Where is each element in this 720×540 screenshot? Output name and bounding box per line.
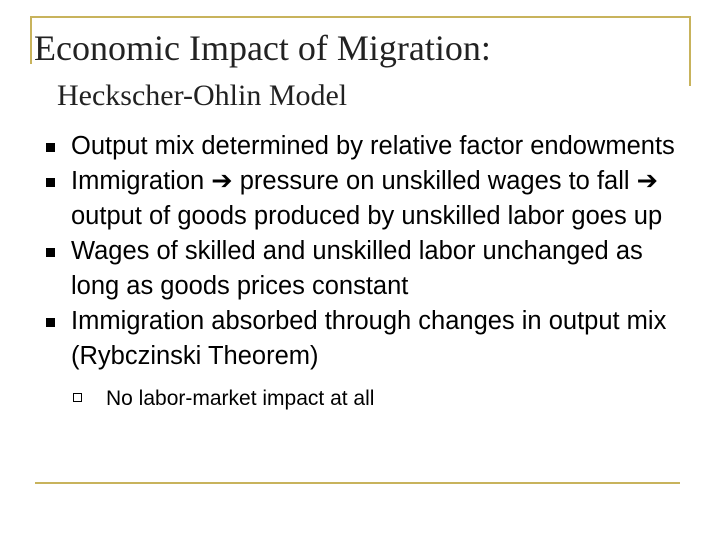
decorative-top-rule bbox=[30, 16, 691, 18]
bullet-text: Immigration absorbed through changes in output mix (Rybczinski Theorem) bbox=[71, 307, 667, 370]
filled-square-bullet-icon bbox=[46, 318, 55, 327]
bullet-item-4 bbox=[40, 304, 680, 413]
sub-bullet-list bbox=[71, 384, 680, 413]
slide-subtitle: Heckscher-Ohlin Model bbox=[57, 79, 348, 112]
bullet-list bbox=[40, 129, 680, 413]
filled-square-bullet-icon bbox=[46, 143, 55, 152]
decorative-bottom-rule bbox=[35, 482, 680, 484]
bullet-text: Output mix determined by relative factor endowments bbox=[71, 132, 675, 160]
hollow-square-bullet-icon bbox=[73, 393, 82, 402]
sub-bullet-text: No labor-market impact at all bbox=[106, 387, 375, 410]
bullet-item-3 bbox=[40, 234, 680, 304]
bullet-text: Wages of skilled and unskilled labor unchanged as long as goods prices constant bbox=[71, 237, 643, 300]
bullet-item-1 bbox=[40, 129, 680, 164]
decorative-left-rule bbox=[30, 16, 32, 64]
bullet-text: Immigration ➔ pressure on unskilled wages to fall ➔ output of goods produced by unskilled labor goes up bbox=[71, 167, 663, 230]
filled-square-bullet-icon bbox=[46, 248, 55, 257]
bullet-item-2 bbox=[40, 164, 680, 234]
slide-title: Economic Impact of Migration: bbox=[34, 28, 491, 68]
filled-square-bullet-icon bbox=[46, 178, 55, 187]
sub-bullet-item-1 bbox=[71, 384, 680, 413]
decorative-right-rule bbox=[689, 16, 691, 86]
